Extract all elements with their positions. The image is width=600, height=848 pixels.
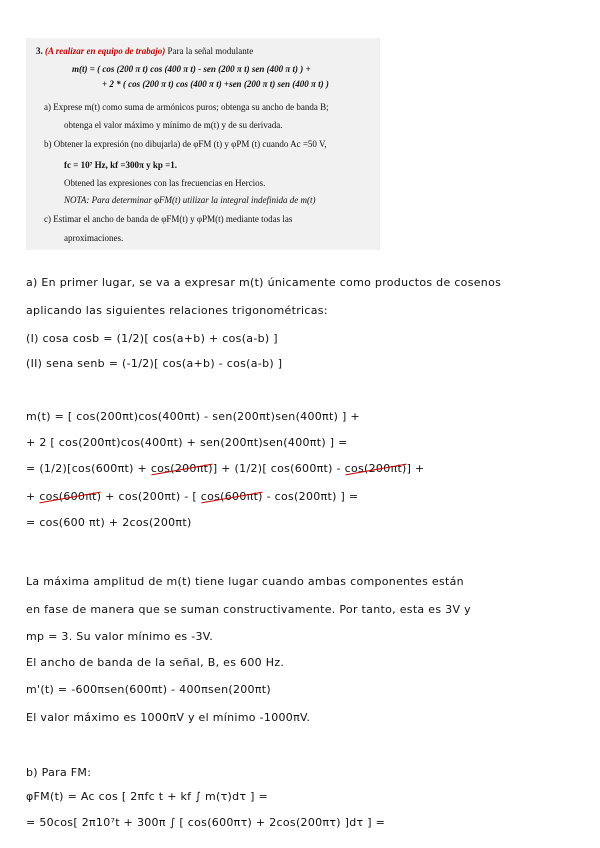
derivative-extrema-line: El valor máximo es 1000πV y el mínimo -1000πV. bbox=[26, 711, 311, 724]
item-c-line-2: aproximaciones. bbox=[64, 233, 124, 243]
d3-part-a: = (1/2)[cos(600πt) + bbox=[26, 462, 151, 475]
item-b-line-1: b) Obtener la expresión (no dibujarla) de φFM (t) y φPM (t) cuando Ac =50 V, bbox=[44, 139, 327, 149]
derivation-line-1: m(t) = [ cos(200πt)cos(400πt) - sen(200πt)sen(400πt) ] + bbox=[26, 410, 360, 423]
d4-part-c: + cos(200πt) - [ bbox=[101, 490, 201, 503]
item-b-line-2: fc = 10⁷ Hz, kf =300π y kp =1. bbox=[64, 160, 178, 170]
equation-line-2: + 2 * ( cos (200 π t) cos (400 π t) +sen (200 π t) sen (400 π t) ) bbox=[102, 79, 329, 89]
item-b-note: NOTA: Para determinar φFM(t) utilizar la integral indefinida de m(t) bbox=[64, 195, 316, 205]
problem-header bbox=[36, 46, 253, 56]
amplitude-line-3: mp = 3. Su valor mínimo es -3V. bbox=[26, 630, 214, 643]
item-a-line-2: obtenga el valor máximo y mínimo de m(t) y de su derivada. bbox=[64, 120, 283, 130]
amplitude-line-2: en fase de manera que se suman constructivamente. Por tanto, esta es 3V y bbox=[26, 603, 471, 616]
amplitude-line-1: La máxima amplitud de m(t) tiene lugar cuando ambas componentes están bbox=[26, 575, 464, 588]
problem-statement-box bbox=[26, 38, 380, 250]
derivation-line-2: + 2 [ cos(200πt)cos(400πt) + sen(200πt)sen(400πt) ] = bbox=[26, 436, 348, 449]
d3-part-e: ] + bbox=[406, 462, 425, 475]
identity-2: (II) sena senb = (-1/2)[ cos(a+b) - cos(a-b) ] bbox=[26, 357, 283, 370]
hw-line-1: a) En primer lugar, se va a expresar m(t) únicamente como productos de cosenos bbox=[26, 276, 502, 289]
d4-part-e: - cos(200πt) ] = bbox=[262, 490, 359, 503]
identity-1: (I) cosa cosb = (1/2)[ cos(a+b) + cos(a-b) ] bbox=[26, 332, 278, 345]
d4-part-a: + bbox=[26, 490, 40, 503]
item-c-line-1: c) Estimar el ancho de banda de φFM(t) y φPM(t) mediante todas las bbox=[44, 214, 293, 224]
derivation-result: = cos(600 πt) + 2cos(200πt) bbox=[26, 516, 192, 529]
problem-number: 3. bbox=[36, 46, 43, 56]
derivation-line-4 bbox=[26, 490, 358, 503]
part-b-header: b) Para FM: bbox=[26, 766, 92, 779]
problem-intro: Para la señal modulante bbox=[167, 46, 254, 56]
cancelled-term-3: cos(600πt) bbox=[39, 490, 102, 503]
derivative-line: m'(t) = -600πsen(600πt) - 400πsen(200πt) bbox=[26, 683, 271, 696]
cancelled-term-4: cos(600πt) bbox=[200, 490, 263, 503]
fm-expression-line-2: = 50cos[ 2π10⁷t + 300π ∫ [ cos(600πτ) + 2cos(200πτ) ]dτ ] = bbox=[26, 816, 386, 829]
hw-line-2: aplicando las siguientes relaciones trigonométricas: bbox=[26, 304, 328, 317]
cancelled-term-1: cos(200πt) bbox=[150, 462, 213, 475]
derivation-line-3 bbox=[26, 462, 425, 475]
item-b-line-3: Obtened las expresiones con las frecuencias en Hercios. bbox=[64, 178, 266, 188]
equation-line-1: m(t) = ( cos (200 π t) cos (400 π t) - sen (200 π t) sen (400 π t) ) + bbox=[72, 64, 311, 74]
fm-expression-line-1: φFM(t) = Ac cos [ 2πfc t + kf ∫ m(τ)dτ ] = bbox=[26, 790, 269, 803]
item-a-line-1: a) Exprese m(t) como suma de armónicos puros; obtenga su ancho de banda B; bbox=[44, 102, 329, 112]
cancelled-term-2: cos(200πt) bbox=[344, 462, 407, 475]
bandwidth-line: El ancho de banda de la señal, B, es 600 Hz. bbox=[26, 656, 285, 669]
d3-part-c: ] + (1/2)[ cos(600πt) - bbox=[212, 462, 345, 475]
team-note: (A realizar en equipo de trabajo) bbox=[45, 46, 166, 56]
